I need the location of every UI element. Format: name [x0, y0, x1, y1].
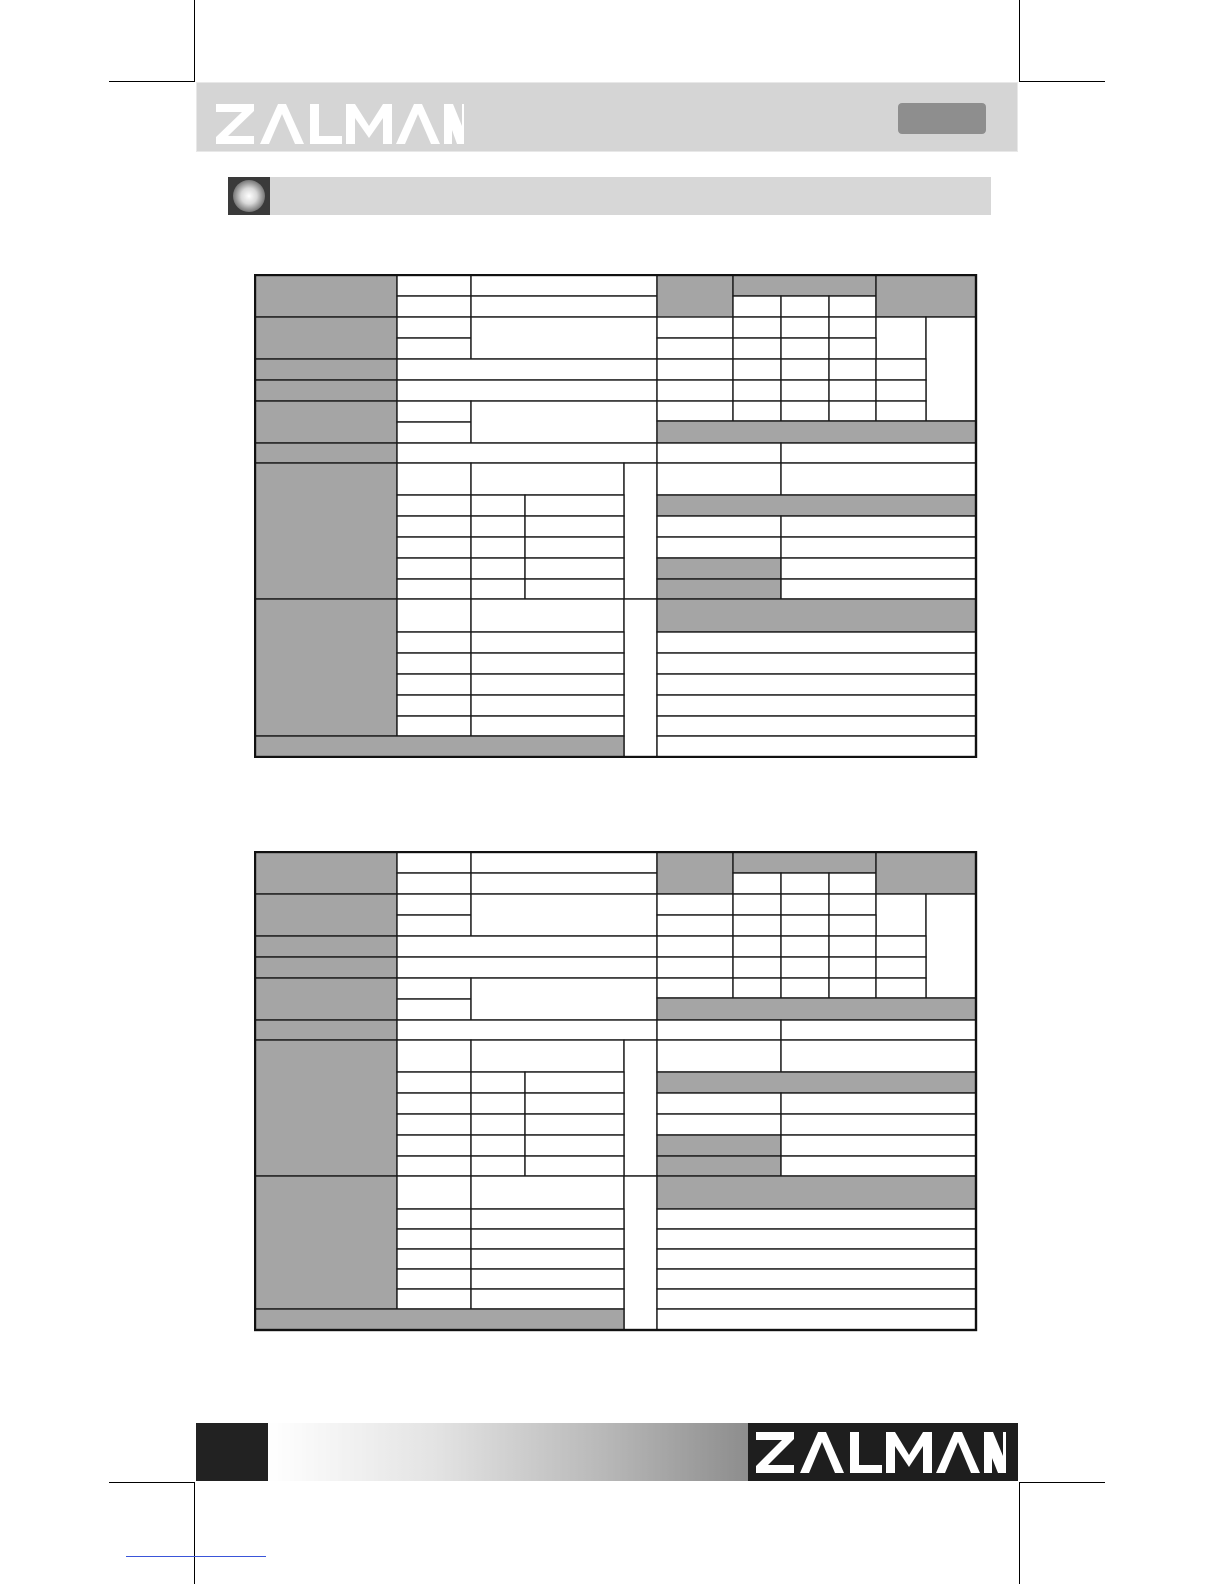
table-header-cell — [255, 359, 397, 380]
table-cell — [733, 978, 781, 998]
table-header-cell — [255, 1040, 397, 1176]
table-cell — [471, 1093, 525, 1114]
table-cell — [624, 463, 657, 599]
table-cell — [829, 936, 876, 957]
table-cell — [471, 632, 624, 653]
table-cell — [471, 1289, 624, 1309]
table-cell — [829, 401, 876, 421]
table-cell — [876, 894, 926, 936]
table-cell — [781, 915, 829, 936]
table-cell — [471, 558, 525, 579]
table-cell — [657, 936, 733, 957]
table-cell — [733, 873, 781, 894]
header-badge — [898, 103, 986, 134]
table-cell — [781, 338, 829, 359]
table-cell — [397, 537, 471, 558]
table-cell — [397, 999, 471, 1020]
spec-table-1 — [254, 274, 978, 758]
table-header-cell — [657, 1072, 976, 1093]
table-cell — [397, 894, 471, 915]
table-cell — [397, 422, 471, 443]
table-cell — [926, 894, 976, 998]
table-cell — [657, 957, 733, 978]
table-cell — [397, 579, 471, 599]
table-cell — [733, 957, 781, 978]
table-cell — [781, 1135, 976, 1156]
table-cell — [397, 401, 471, 422]
table-cell — [781, 873, 829, 894]
table-cell — [525, 516, 624, 537]
table-cell — [657, 1020, 781, 1040]
table-cell — [471, 1156, 525, 1176]
table-cell — [829, 359, 876, 380]
table-cell — [397, 716, 471, 736]
table-cell — [781, 978, 829, 998]
table-cell — [781, 401, 829, 421]
table-cell — [397, 1040, 471, 1072]
table-cell — [397, 695, 471, 716]
table-cell — [781, 894, 829, 915]
table-header-cell — [255, 443, 397, 463]
table-cell — [397, 632, 471, 653]
table-cell — [397, 359, 657, 380]
table-cell — [829, 894, 876, 915]
table-cell — [657, 1309, 976, 1330]
table-cell — [781, 1114, 976, 1135]
table-cell — [471, 516, 525, 537]
table-cell — [733, 936, 781, 957]
table-header-cell — [657, 599, 976, 632]
table-cell — [471, 716, 624, 736]
crop-mark-bottom-right-horizontal — [1019, 1482, 1105, 1483]
table-cell — [471, 1040, 624, 1072]
table-cell — [733, 359, 781, 380]
table-cell — [397, 443, 657, 463]
table-cell — [471, 852, 657, 873]
table-header-cell — [876, 852, 976, 894]
table-cell — [471, 495, 525, 516]
table-cell — [397, 463, 471, 495]
table-cell — [781, 296, 829, 317]
table-cell — [397, 296, 471, 317]
table-cell — [471, 653, 624, 674]
footer-page-number-box — [196, 1423, 268, 1481]
table-cell — [657, 716, 976, 736]
table-cell — [657, 978, 733, 998]
table-cell — [471, 894, 657, 936]
table-cell — [657, 695, 976, 716]
table-cell — [829, 957, 876, 978]
table-header-cell — [657, 421, 976, 443]
table-cell — [397, 558, 471, 579]
table-cell — [781, 558, 976, 579]
table-cell — [471, 873, 657, 894]
table-cell — [876, 317, 926, 359]
table-cell — [397, 1176, 471, 1209]
link-underline — [126, 1556, 266, 1557]
table-cell — [733, 894, 781, 915]
table-cell — [781, 443, 976, 463]
table-cell — [471, 296, 657, 317]
table-header-cell — [657, 495, 976, 516]
table-cell — [397, 1249, 471, 1269]
table-cell — [397, 380, 657, 401]
table-header-cell — [876, 275, 976, 317]
table-header-cell — [255, 463, 397, 599]
table-cell — [876, 359, 926, 380]
table-cell — [397, 674, 471, 695]
table-header-cell — [657, 579, 781, 599]
table-cell — [471, 1209, 624, 1229]
table-cell — [624, 1176, 657, 1330]
table-cell — [657, 1040, 781, 1072]
table-cell — [525, 1093, 624, 1114]
table-cell — [471, 599, 624, 632]
table-cell — [657, 674, 976, 695]
table-cell — [525, 1156, 624, 1176]
table-cell — [471, 978, 657, 1020]
table-cell — [733, 915, 781, 936]
table-cell — [525, 579, 624, 599]
table-cell — [525, 1135, 624, 1156]
table-cell — [471, 1229, 624, 1249]
table-cell — [471, 579, 525, 599]
table-header-cell — [255, 736, 624, 757]
table-cell — [471, 695, 624, 716]
table-cell — [733, 317, 781, 338]
table-header-cell — [657, 1135, 781, 1156]
table-cell — [397, 1156, 471, 1176]
table-cell — [397, 978, 471, 999]
table-cell — [397, 516, 471, 537]
table-cell — [657, 338, 733, 359]
table-cell — [397, 1209, 471, 1229]
table-cell — [657, 516, 781, 537]
table-cell — [397, 915, 471, 936]
table-cell — [471, 1135, 525, 1156]
table-cell — [876, 380, 926, 401]
table-cell — [876, 401, 926, 421]
table-header-cell — [733, 275, 876, 296]
table-cell — [471, 1114, 525, 1135]
table-cell — [829, 978, 876, 998]
table-cell — [829, 915, 876, 936]
table-header-cell — [657, 998, 976, 1020]
table-cell — [397, 936, 657, 957]
table-cell — [829, 380, 876, 401]
table-cell — [733, 380, 781, 401]
table-cell — [525, 537, 624, 558]
table-cell — [397, 275, 471, 296]
table-cell — [781, 380, 829, 401]
footer-zalman-logo — [754, 1428, 1006, 1476]
table-cell — [525, 495, 624, 516]
table-header-cell — [255, 1309, 624, 1330]
table-cell — [657, 915, 733, 936]
table-cell — [657, 1229, 976, 1249]
table-cell — [876, 936, 926, 957]
table-cell — [829, 873, 876, 894]
table-cell — [657, 463, 781, 495]
table-cell — [657, 894, 733, 915]
table-cell — [397, 1114, 471, 1135]
table-cell — [397, 338, 471, 359]
table-cell — [624, 599, 657, 757]
table-cell — [525, 1114, 624, 1135]
footer-gradient-band — [268, 1423, 748, 1481]
table-cell — [471, 1072, 525, 1093]
table-cell — [525, 558, 624, 579]
table-cell — [397, 495, 471, 516]
table-cell — [397, 1020, 657, 1040]
table-header-cell — [255, 401, 397, 443]
table-cell — [657, 653, 976, 674]
table-header-cell — [255, 1020, 397, 1040]
table-cell — [525, 1072, 624, 1093]
table-cell — [657, 736, 976, 757]
crop-mark-bottom-left-horizontal — [109, 1482, 195, 1483]
table-header-cell — [255, 275, 397, 317]
table-cell — [657, 317, 733, 338]
table-cell — [781, 957, 829, 978]
table-cell — [876, 978, 926, 998]
spec-table-2 — [254, 851, 978, 1335]
table-cell — [397, 1269, 471, 1289]
table-cell — [397, 957, 657, 978]
table-header-cell — [255, 599, 397, 736]
table-cell — [657, 443, 781, 463]
table-cell — [781, 1093, 976, 1114]
table-cell — [781, 516, 976, 537]
table-cell — [781, 579, 976, 599]
table-header-cell — [255, 936, 397, 957]
table-cell — [397, 317, 471, 338]
table-cell — [733, 338, 781, 359]
table-header-cell — [255, 957, 397, 978]
table-cell — [397, 873, 471, 894]
table-header-cell — [255, 978, 397, 1020]
crop-mark-top-left-vertical — [194, 0, 195, 82]
table-cell — [657, 359, 733, 380]
table-cell — [624, 1040, 657, 1176]
table-header-cell — [657, 1156, 781, 1176]
table-cell — [781, 463, 976, 495]
table-cell — [781, 1020, 976, 1040]
table-cell — [657, 1114, 781, 1135]
table-cell — [657, 380, 733, 401]
table-cell — [657, 401, 733, 421]
table-cell — [471, 1176, 624, 1209]
table-cell — [397, 1229, 471, 1249]
table-cell — [876, 957, 926, 978]
section-title-bar — [228, 177, 991, 215]
table-header-cell — [657, 1176, 976, 1209]
table-cell — [397, 599, 471, 632]
table-cell — [781, 537, 976, 558]
table-header-cell — [657, 558, 781, 579]
table-cell — [829, 317, 876, 338]
table-cell — [829, 296, 876, 317]
crop-mark-top-right-vertical — [1019, 0, 1020, 82]
table-header-cell — [255, 1176, 397, 1309]
table-cell — [781, 1156, 976, 1176]
table-cell — [657, 1209, 976, 1229]
table-cell — [781, 936, 829, 957]
table-header-cell — [255, 894, 397, 936]
table-cell — [397, 1093, 471, 1114]
table-header-cell — [657, 852, 733, 894]
table-cell — [471, 1249, 624, 1269]
crop-mark-bottom-right-vertical — [1019, 1482, 1020, 1584]
table-cell — [471, 317, 657, 359]
table-header-cell — [255, 852, 397, 894]
table-cell — [829, 338, 876, 359]
table-cell — [657, 1093, 781, 1114]
table-cell — [657, 537, 781, 558]
table-cell — [781, 359, 829, 380]
table-cell — [397, 852, 471, 873]
table-cell — [471, 1269, 624, 1289]
table-cell — [397, 1072, 471, 1093]
crop-mark-top-left-horizontal — [109, 81, 195, 82]
table-cell — [781, 1040, 976, 1072]
table-cell — [471, 275, 657, 296]
crop-mark-bottom-left-vertical — [194, 1482, 195, 1584]
table-cell — [657, 632, 976, 653]
table-cell — [471, 537, 525, 558]
table-cell — [657, 1289, 976, 1309]
table-cell — [471, 674, 624, 695]
table-cell — [397, 653, 471, 674]
table-cell — [733, 296, 781, 317]
table-cell — [781, 317, 829, 338]
table-cell — [471, 401, 657, 443]
table-header-cell — [255, 317, 397, 359]
table-cell — [397, 1289, 471, 1309]
table-cell — [926, 317, 976, 421]
table-cell — [397, 1135, 471, 1156]
crop-mark-top-right-horizontal — [1019, 81, 1105, 82]
table-cell — [657, 1249, 976, 1269]
table-cell — [471, 463, 624, 495]
table-cell — [733, 401, 781, 421]
table-header-cell — [255, 380, 397, 401]
header-zalman-logo — [214, 96, 464, 148]
table-cell — [657, 1269, 976, 1289]
sphere-bullet-icon — [228, 177, 270, 215]
table-header-cell — [733, 852, 876, 873]
